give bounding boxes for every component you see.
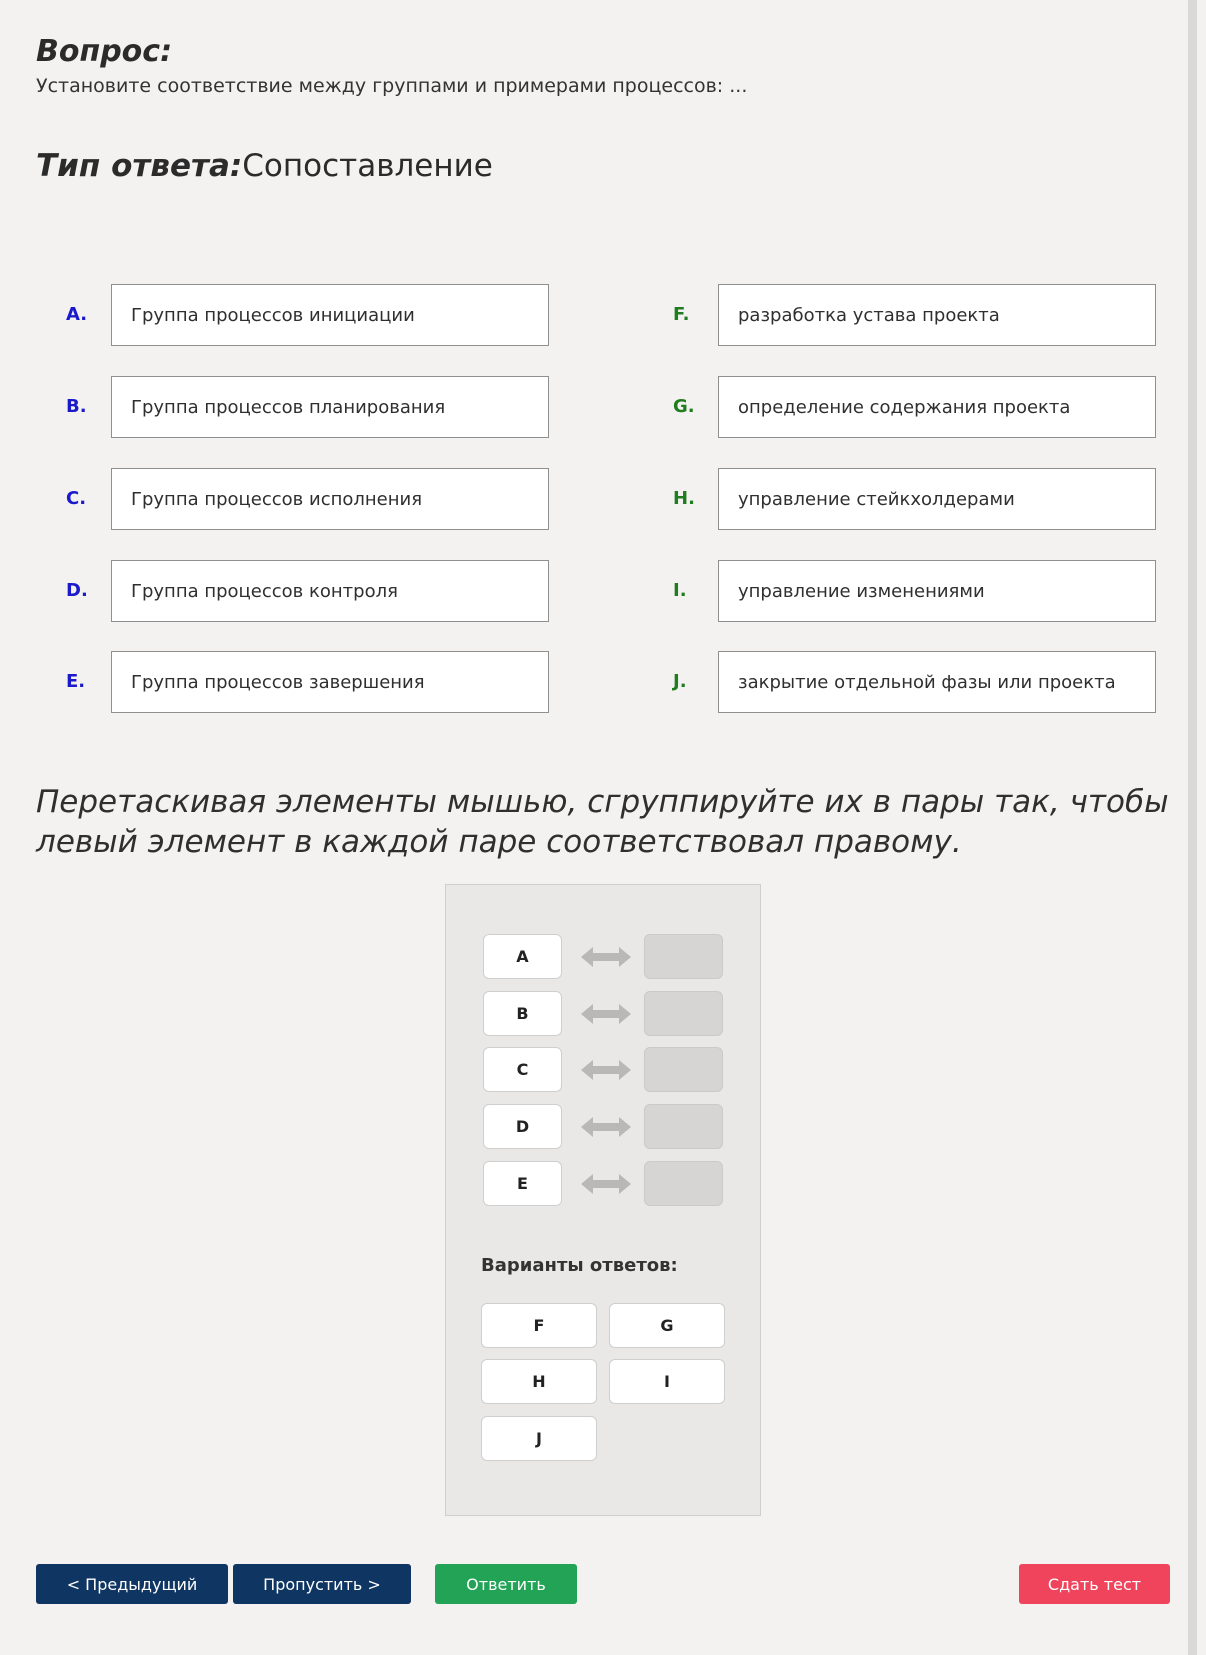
left-letter-a: A.: [66, 304, 88, 325]
right-item-text: управление изменениями: [738, 580, 985, 602]
double-arrow-icon: [581, 945, 631, 969]
answer-button[interactable]: Ответить: [435, 1564, 577, 1604]
options-title: Варианты ответов:: [481, 1255, 678, 1276]
right-item-j: [718, 651, 1156, 713]
instruction-text: Перетаскивая элементы мышью, сгруппируйте их в пары так, чтобы левый элемент в каждой паре соответствовал правому.: [36, 784, 1169, 860]
left-item-d: [111, 560, 549, 622]
drop-target-b[interactable]: [644, 991, 723, 1036]
match-slot-d: D: [483, 1104, 562, 1149]
left-item-text: Группа процессов исполнения: [131, 488, 423, 510]
match-slot-e: E: [483, 1161, 562, 1206]
right-item-text: закрытие отдельной фазы или проекта: [738, 671, 1116, 693]
double-arrow-icon: [581, 1172, 631, 1196]
right-item-h: [718, 468, 1156, 530]
right-item-text: управление стейкхолдерами: [738, 488, 1015, 510]
left-item-b: [111, 376, 549, 438]
drop-target-e[interactable]: [644, 1161, 723, 1206]
question-label: Вопрос:: [36, 34, 173, 69]
option-chip-f[interactable]: F: [481, 1303, 597, 1348]
answer-type: [36, 148, 493, 184]
double-arrow-icon: [581, 1115, 631, 1139]
right-item-text: определение содержания проекта: [738, 396, 1071, 418]
double-arrow-icon: [581, 1058, 631, 1082]
double-arrow-icon: [581, 1002, 631, 1026]
previous-button[interactable]: < Предыдущий: [36, 1564, 228, 1604]
match-slot-a: A: [483, 934, 562, 979]
question-text: Установите соответствие между группами и примерами процессов: ...: [36, 75, 748, 97]
right-letter-f: F.: [673, 304, 690, 325]
answer-type-label: Тип ответа:: [36, 148, 243, 184]
left-item-a: [111, 284, 549, 346]
left-letter-d: D.: [66, 580, 88, 601]
scrollbar[interactable]: [1188, 0, 1197, 1655]
left-item-text: Группа процессов планирования: [131, 396, 446, 418]
drop-target-a[interactable]: [644, 934, 723, 979]
left-letter-c: C.: [66, 488, 87, 509]
left-item-text: Группа процессов инициации: [131, 304, 415, 326]
left-item-e: [111, 651, 549, 713]
match-slot-c: C: [483, 1047, 562, 1092]
skip-button[interactable]: Пропустить >: [233, 1564, 411, 1604]
left-item-text: Группа процессов контроля: [131, 580, 398, 602]
left-item-text: Группа процессов завершения: [131, 671, 425, 693]
matching-panel: [445, 884, 761, 1516]
right-letter-g: G.: [673, 396, 695, 417]
right-item-i: [718, 560, 1156, 622]
right-item-g: [718, 376, 1156, 438]
option-chip-h[interactable]: H: [481, 1359, 597, 1404]
right-item-f: [718, 284, 1156, 346]
right-letter-j: J.: [673, 671, 687, 692]
left-letter-b: B.: [66, 396, 87, 417]
answer-type-value: Сопоставление: [242, 148, 493, 184]
match-slot-b: B: [483, 991, 562, 1036]
left-item-c: [111, 468, 549, 530]
left-letter-e: E.: [66, 671, 86, 692]
option-chip-j[interactable]: J: [481, 1416, 597, 1461]
option-chip-i[interactable]: I: [609, 1359, 725, 1404]
drop-target-d[interactable]: [644, 1104, 723, 1149]
drop-target-c[interactable]: [644, 1047, 723, 1092]
option-chip-g[interactable]: G: [609, 1303, 725, 1348]
right-letter-i: I.: [673, 580, 687, 601]
right-letter-h: H.: [673, 488, 695, 509]
right-item-text: разработка устава проекта: [738, 304, 1000, 326]
submit-test-button[interactable]: Сдать тест: [1019, 1564, 1170, 1604]
